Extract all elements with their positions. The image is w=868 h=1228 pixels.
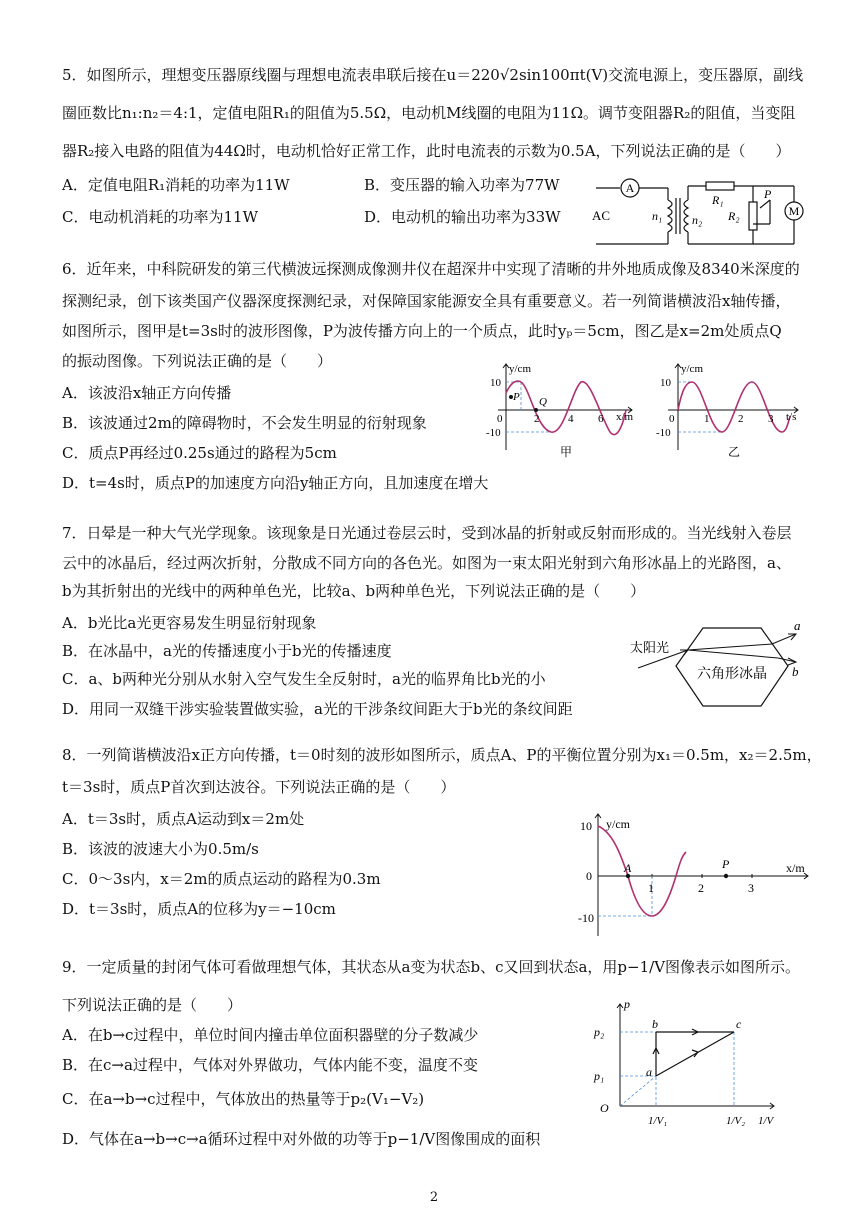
- svg-text:p₁: p₁: [594, 1069, 605, 1083]
- q7-option-d: D．用同一双缝干涉实验装置做实验，a光的干涉条纹间距大于b光的条纹间距: [62, 700, 573, 718]
- caption-yi: 乙: [728, 445, 741, 459]
- svg-text:3: 3: [748, 881, 754, 895]
- q6-wave-graph-jia: [482, 360, 642, 460]
- wave-curve: [598, 826, 686, 916]
- slider-p-label: P: [764, 187, 772, 201]
- q9-line2: 下列说法正确的是（ ）: [62, 996, 243, 1014]
- svg-text:y/cm: y/cm: [606, 817, 630, 831]
- r1-label: R₁: [712, 193, 724, 207]
- crystal-label: 六角形冰晶: [697, 667, 767, 682]
- q5-option-a: A．定值电阻R₁消耗的功率为11W: [62, 176, 290, 194]
- svg-text:p: p: [624, 997, 630, 1011]
- svg-text:4: 4: [568, 413, 574, 425]
- svg-text:t/s: t/s: [786, 411, 797, 423]
- svg-text:A: A: [624, 861, 632, 875]
- q7-option-a: A．b光比a光更容易发生明显衍射现象: [62, 614, 317, 632]
- ac-source-label: AC: [592, 208, 611, 223]
- q6-line2: 探测纪录，创下该类国产仪器深度探测纪录，对保障国家能源安全具有重要意义。若一列简谐横波沿x轴传播，: [62, 292, 791, 310]
- q9-option-d: D．气体在a→b→c→a循环过程中对外做的功等于p−1/V图像围成的面积: [62, 1130, 541, 1148]
- wave-curve-jia: [506, 381, 626, 435]
- q9-option-a: A．在b→c过程中，单位时间内撞击单位面积器壁的分子数减少: [62, 1026, 479, 1044]
- q6-option-c: C．质点P再经过0.25s通过的路程为5cm: [62, 444, 337, 462]
- q7-option-c: C．a、b两种光分别从水射入空气发生全反射时，a光的临界角比b光的小: [62, 670, 546, 688]
- svg-text:1: 1: [648, 881, 654, 895]
- q9-p-invV-graph: [588, 997, 788, 1140]
- q7-line1: 7．日晕是一种大气光学现象。该现象是日光通过卷层云时，受到冰晶的折射或反射而形成的。当光线射入卷层: [62, 524, 792, 542]
- svg-text:6: 6: [598, 413, 604, 425]
- svg-text:y/cm: y/cm: [509, 363, 531, 375]
- svg-text:P: P: [722, 857, 730, 871]
- svg-text:2: 2: [534, 413, 540, 425]
- q8-option-d: D．t＝3s时，质点A的位移为y＝−10cm: [62, 900, 336, 918]
- svg-text:-10: -10: [578, 911, 594, 925]
- svg-text:10: 10: [490, 377, 501, 389]
- q6-option-b: B．该波通过2m的障碍物时，不会发生明显的衍射现象: [62, 414, 427, 432]
- svg-text:10: 10: [660, 377, 671, 389]
- svg-text:0: 0: [669, 413, 675, 425]
- svg-text:0: 0: [497, 413, 503, 425]
- r2-label: R₂: [728, 209, 740, 223]
- ray-b-label: b: [792, 664, 799, 679]
- q8-line1: 8．一列简谐横波沿x正方向传播，t＝0时刻的波形如图所示，质点A、P的平衡位置分别为x₁＝0.5m，x₂＝2.5m，: [62, 746, 822, 764]
- q6-line3: 如图所示，图甲是t=3s时的波形图像，P为波传播方向上的一个质点，此时yₚ＝5cm，图乙是x=2m处质点Q: [62, 322, 782, 340]
- svg-text:1: 1: [704, 413, 710, 425]
- q6-line1: 6．近年来，中科院研发的第三代横波远探测成像测井仪在超深井中实现了清晰的井外地质成像及8340米深度的: [62, 260, 800, 278]
- q9-option-c: C．在a→b→c过程中，气体放出的热量等于p₂(V₁−V₂): [62, 1090, 425, 1108]
- svg-text:b: b: [652, 1017, 658, 1031]
- svg-text:P: P: [513, 391, 520, 403]
- q7-line2: 云中的冰晶后，经过两次折射，分散成不同方向的各色光。如图为一束太阳光射到六角形冰晶上的光路图，a、: [62, 554, 791, 572]
- svg-text:-10: -10: [656, 427, 671, 439]
- svg-text:x/m: x/m: [786, 861, 805, 875]
- svg-text:2: 2: [698, 881, 704, 895]
- svg-text:-10: -10: [486, 427, 501, 439]
- svg-text:10: 10: [580, 819, 592, 833]
- q8-wave-graph: [576, 812, 816, 940]
- q5-option-d: D．电动机的输出功率为33W: [364, 208, 561, 226]
- svg-text:3: 3: [768, 413, 774, 425]
- svg-text:a: a: [646, 1065, 652, 1079]
- svg-text:y/cm: y/cm: [681, 363, 703, 375]
- ammeter-label: A: [625, 181, 635, 195]
- svg-text:1/V₁: 1/V₁: [648, 1115, 668, 1127]
- n2-label: n₂: [692, 213, 703, 227]
- svg-text:1/V: 1/V: [758, 1115, 774, 1127]
- svg-text:0: 0: [586, 869, 592, 883]
- svg-text:O: O: [600, 1101, 609, 1115]
- svg-text:Q: Q: [539, 396, 547, 408]
- q7-ice-crystal-diagram: [628, 620, 808, 712]
- q5-line1: 5．如图所示，理想变压器原线圈与理想电流表串联后接在u＝220√2sin100πt(V)交流电源上，变压器原，副线: [62, 66, 804, 84]
- motor-label: M: [788, 204, 800, 218]
- q8-line2: t＝3s时，质点P首次到达波谷。下列说法正确的是（ ）: [62, 778, 456, 796]
- q7-option-b: B．在冰晶中，a光的传播速度小于b光的传播速度: [62, 642, 392, 660]
- svg-text:2: 2: [738, 413, 744, 425]
- q5-circuit-diagram: [588, 172, 814, 252]
- q6-line4: 的振动图像。下列说法正确的是（ ）: [62, 352, 333, 370]
- svg-text:1/V₂: 1/V₂: [726, 1115, 746, 1127]
- svg-text:x/m: x/m: [616, 411, 634, 423]
- q5-line2: 圈匝数比n₁:n₂＝4:1，定值电阻R₁的阻值为5.5Ω，电动机M线圈的电阻为11Ω。调节变阻器R₂的阻值，当变阻: [62, 104, 796, 122]
- ray-a-label: a: [794, 618, 801, 633]
- q6-vibration-graph-yi: [648, 360, 808, 460]
- q8-option-a: A．t＝3s时，质点A运动到x＝2m处: [62, 810, 305, 828]
- page-number: 2: [429, 1190, 439, 1205]
- svg-text:c: c: [736, 1017, 742, 1031]
- n1-label: n₁: [652, 209, 663, 223]
- q8-option-c: C．0～3s内，x＝2m的质点运动的路程为0.3m: [62, 870, 381, 888]
- q8-option-b: B．该波的波速大小为0.5m/s: [62, 840, 259, 858]
- svg-text:p₂: p₂: [594, 1025, 605, 1039]
- q9-line1: 9．一定质量的封闭气体可看做理想气体，其状态从a变为状态b、c又回到状态a，用p−1/V图像表示如图所示。: [62, 958, 801, 976]
- q9-option-b: B．在c→a过程中，气体对外界做功，气体内能不变，温度不变: [62, 1056, 478, 1074]
- q6-option-d: D．t=4s时，质点P的加速度方向沿y轴正方向，且加速度在增大: [62, 474, 489, 492]
- q5-option-c: C．电动机消耗的功率为11W: [62, 208, 258, 226]
- q7-line3: b为其折射出的光线中的两种单色光，比较a、b两种单色光，下列说法正确的是（ ）: [62, 582, 646, 600]
- q6-option-a: A．该波沿x轴正方向传播: [62, 384, 232, 402]
- sunlight-label: 太阳光: [630, 640, 670, 655]
- q5-line3: 器R₂接入电路的阻值为44Ω时，电动机恰好正常工作，此时电流表的示数为0.5A，下列说法正确的是（ ）: [62, 142, 791, 160]
- q5-option-b: B．变压器的输入功率为77W: [364, 176, 560, 194]
- caption-jia: 甲: [560, 445, 573, 459]
